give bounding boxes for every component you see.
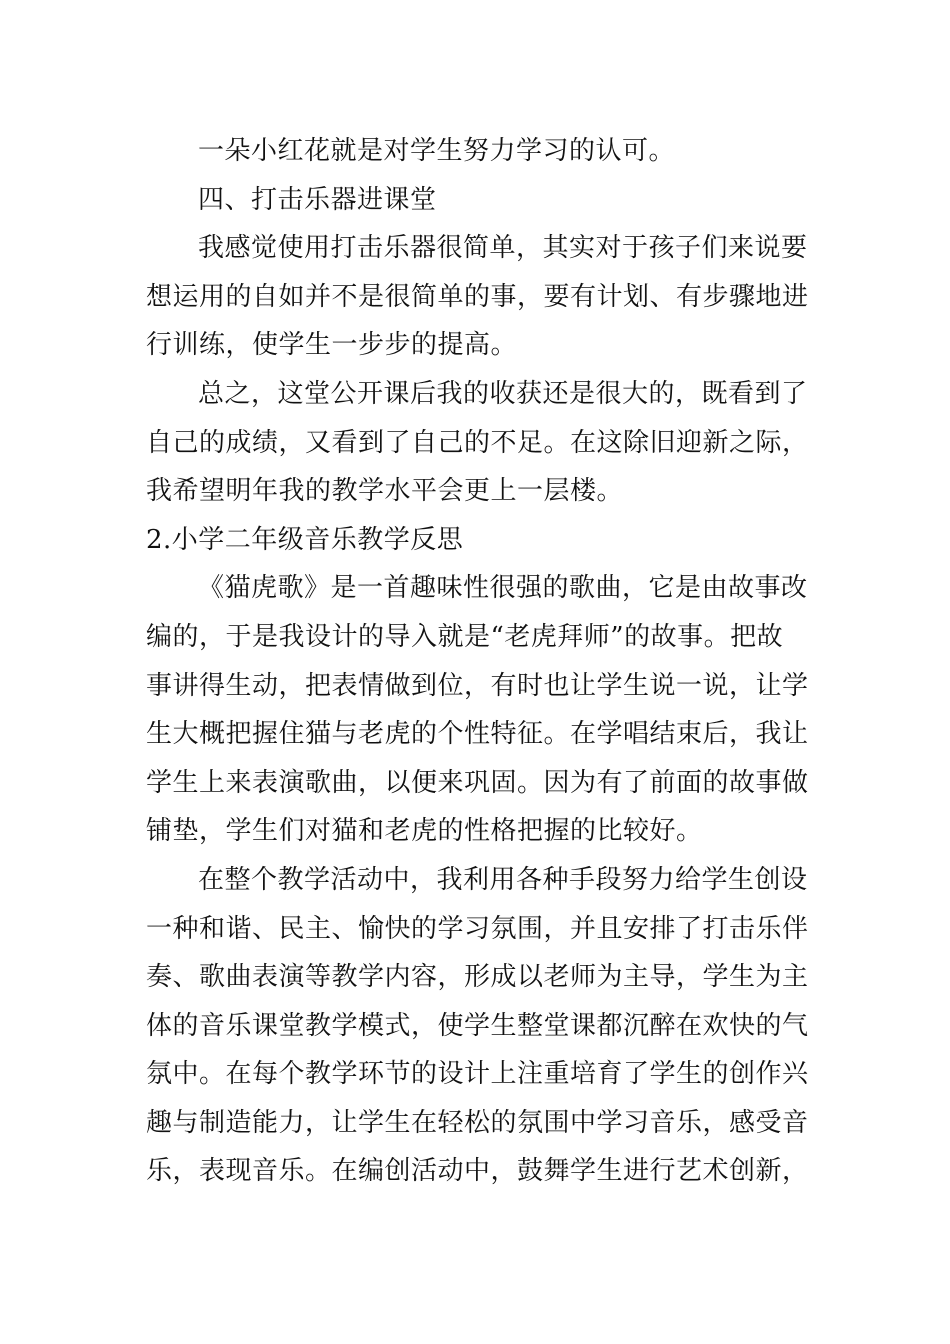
text-line: 乐，表现音乐。在编创活动中，鼓舞学生进行艺术创新， <box>146 1156 809 1187</box>
text-line: 自己的成绩，又看到了自己的不足。在这除旧迎新之际， <box>146 427 809 458</box>
text-line: 事讲得生动，把表情做到位，有时也让学生说一说，让学 <box>146 670 809 701</box>
article-title: 2.小学二年级音乐教学反思 <box>146 524 464 555</box>
text-line: 学生上来表演歌曲，以便来巩固。因为有了前面的故事做 <box>146 767 809 798</box>
text-line: 总之，这堂公开课后我的收获还是很大的，既看到了 <box>198 378 808 409</box>
text-line: 《猫虎歌》是一首趣味性很强的歌曲，它是由故事改 <box>198 573 808 604</box>
section-heading: 四、打击乐器进课堂 <box>198 184 437 215</box>
text-line: 体的音乐课堂教学模式，使学生整堂课都沉醉在欢快的气 <box>146 1010 809 1041</box>
text-line: 生大概把握住猫与老虎的个性特征。在学唱结束后，我让 <box>146 719 809 750</box>
text-line: 奏、歌曲表演等教学内容，形成以老师为主导，学生为主 <box>146 962 809 993</box>
text-line: 我感觉使用打击乐器很简单，其实对于孩子们来说要 <box>198 233 808 264</box>
text-line: 行训练，使学生一步步的提高。 <box>146 330 518 361</box>
text-line: 氛中。在每个教学环节的设计上注重培育了学生的创作兴 <box>146 1059 809 1090</box>
text-line: 一朵小红花就是对学生努力学习的认可。 <box>198 136 676 166</box>
text-line: 在整个教学活动中，我利用各种手段努力给学生创设 <box>198 864 808 895</box>
text-line: 想运用的自如并不是很简单的事，要有计划、有步骤地进 <box>146 281 809 312</box>
text-line: 编的，于是我设计的导入就是“老虎拜师”的故事。把故 <box>146 621 784 652</box>
text-line: 我希望明年我的教学水平会更上一层楼。 <box>146 476 624 507</box>
text-line: 铺垫，学生们对猫和老虎的性格把握的比较好。 <box>146 816 703 847</box>
text-line: 趣与制造能力，让学生在轻松的氛围中学习音乐，感受音 <box>146 1107 809 1138</box>
document-body <box>146 127 808 1196</box>
text-line: 一种和谐、民主、愉快的学习氛围，并且安排了打击乐伴 <box>146 913 809 944</box>
